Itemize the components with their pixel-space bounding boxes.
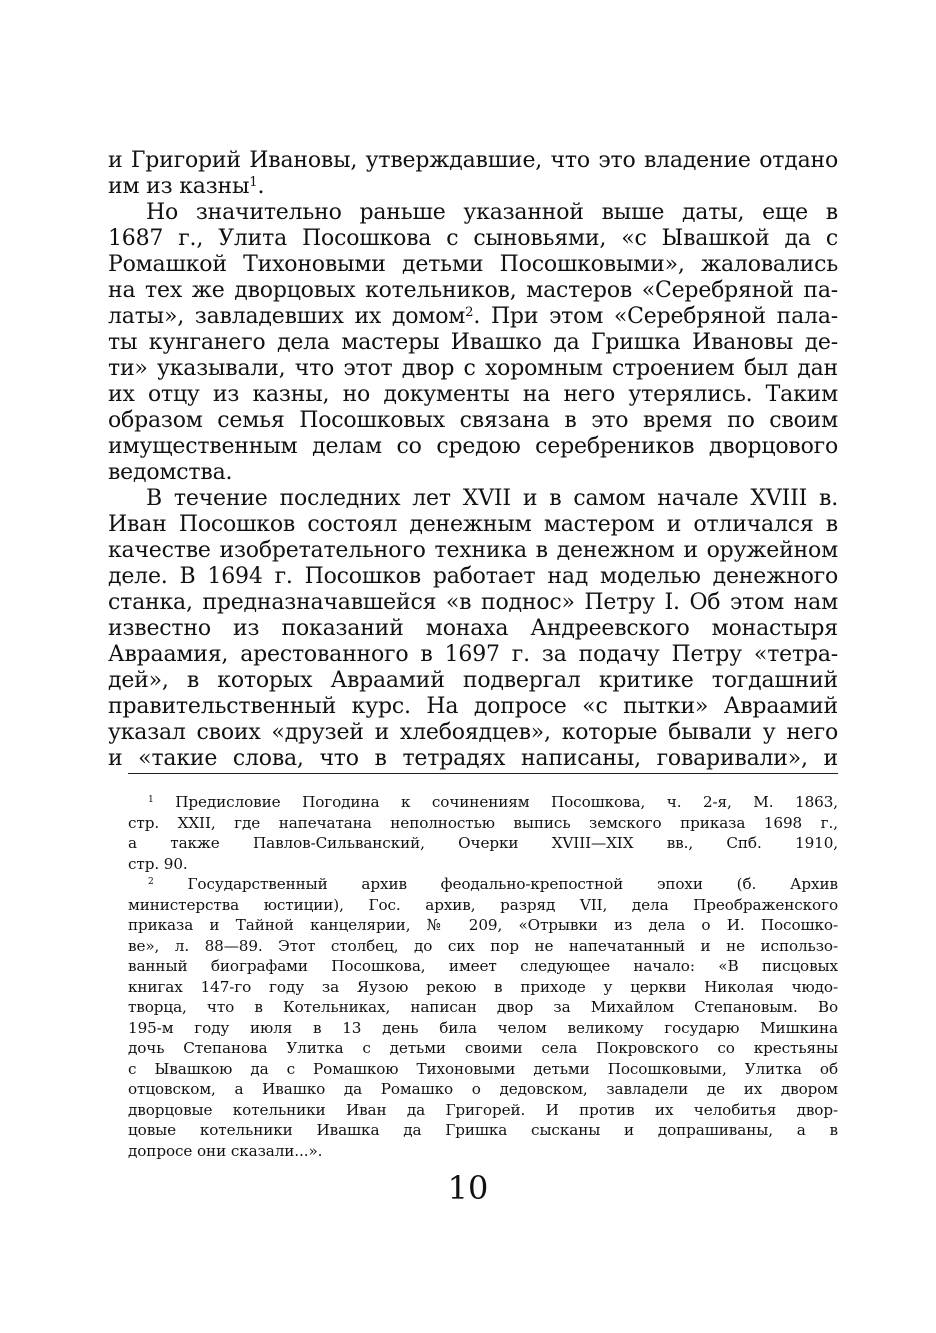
footnote-line: дворцовые котельники Иван да Григорей. И против их челобитья двор- [128,1100,838,1119]
text-line: правительственный курс. На допросе «с пытки» Авраамий [108,694,838,719]
text-line: на тех же дворцовых котельников, мастеров «Серебряной па- [108,278,838,303]
text-line: и Григорий Ивановы, утверждавшие, что это владение отдано [108,148,838,173]
footnote-mark-2: 2 [148,876,154,887]
footnote-ref-1[interactable]: 1 [249,174,258,190]
footnote-line: ванный биографами Посошкова, имеет следующее начало: «В писцовых [128,957,838,975]
footnote-line: допросе они сказали...». [128,1141,323,1160]
footnote-line: $^2$ Государственный архив феодально-крепостной эпохи (б. Архив [148,875,838,893]
main-text [108,148,838,772]
footnote-line: стр. 90. [128,854,188,873]
text-line: 1687 г., Улита Посошкова с сыновьями, «с Ывашкой да с [108,226,838,251]
text-line: имущественным делам со средою серебреников дворцового [108,434,838,459]
text-line: Ромашкой Тихоновыми детьми Посошковыми», жаловались [108,252,838,277]
footnote-line: а также Павлов-Сильванский, Очерки XVIII—XIX вв., Спб. 1910, [128,834,838,852]
footnote-line: приказа и Тайной канцелярии, № 209, «Отрывки из дела о И. Посошко- [128,916,838,934]
text-line: ты кунганего дела мастеры Ивашко да Гришка Ивановы де- [108,330,838,355]
footnote-line: ве», л. 88—89. Этот столбец, до сих пор не напечатанный и не использо- [128,936,838,955]
text-line: Авраамия, арестованного в 1697 г. за подачу Петру «тетра- [108,642,838,667]
footnote-divider [128,773,838,774]
page-number: 10 [447,1169,489,1207]
text-line: ведомства. [108,460,233,485]
text-line: указал своих «друзей и хлебоядцев», которые бывали у него [108,720,838,745]
footnotes [128,792,838,1161]
footnote-line: дочь Степанова Улитка с детьми своими села Покровского со крестьяны [128,1039,838,1057]
text-line: их отцу из казны, но документы на него утерялись. Таким [108,382,838,407]
text-line: образом семья Посошковых связана в это время по своим [108,408,838,433]
footnote-line: $^1$ Предисловие Погодина к сочинениям Посошкова, ч. 2-я, М. 1863, [148,793,838,811]
footnote-line: 195-м году июля в 13 день била челом великому государю Мишкина [128,1018,838,1037]
footnote-line: с Ывашкою да с Ромашкою Тихоновыми детьми Посошковыми, Улитка об [128,1059,838,1078]
footnote-line: цовые котельники Ивашка да Гришка сысканы и допрашиваны, а в [128,1121,838,1139]
footnote-line: книгах 147-го году за Яузою рекою в приходе у церкви Николая чюдо- [128,977,838,996]
footnote-line: творца, что в Котельниках, написан двор за Михайлом Степановым. Во [128,998,838,1016]
footnote-line: отцовском, а Ивашко да Ромашко о дедовском, завладели де их двором [128,1080,838,1098]
text-line: В течение последних лет XVII и в самом начале XVIII в. [146,486,838,511]
text-line: Но значительно раньше указанной выше даты, еще в [146,200,838,225]
footnote-mark-1: 1 [148,794,154,805]
text-line: станка, предназначавшейся «в поднос» Петру I. Об этом нам [108,590,838,615]
text-line: ти» указывали, что этот двор с хоромным строением был дан [108,356,838,381]
text-line: латы», завладевших их домом$^2$. При этом «Серебряной пала- [108,304,838,329]
text-line: качестве изобретательного техника в денежном и оружейном [108,538,838,563]
text-line: дей», в которых Авраамий подвергал критике тогдашний [108,668,838,693]
footnote-line: стр. XXII, где напечатана неполностью выпись земского приказа 1698 г., [128,813,838,832]
text-line: деле. В 1694 г. Посошков работает над моделью денежного [108,564,838,589]
footnote-line: министерства юстиции), Гос. архив, разряд VII, дела Преображенского [128,895,838,914]
text-line: им из казны$^1$. [108,174,265,199]
footnote-ref-2[interactable]: 2 [465,304,474,320]
text-line: Иван Посошков состоял денежным мастером и отличался в [108,512,838,537]
text-line: и «такие слова, что в тетрадях написаны, говаривали», и [108,746,838,771]
text-line: известно из показаний монаха Андреевского монастыря [108,616,838,641]
